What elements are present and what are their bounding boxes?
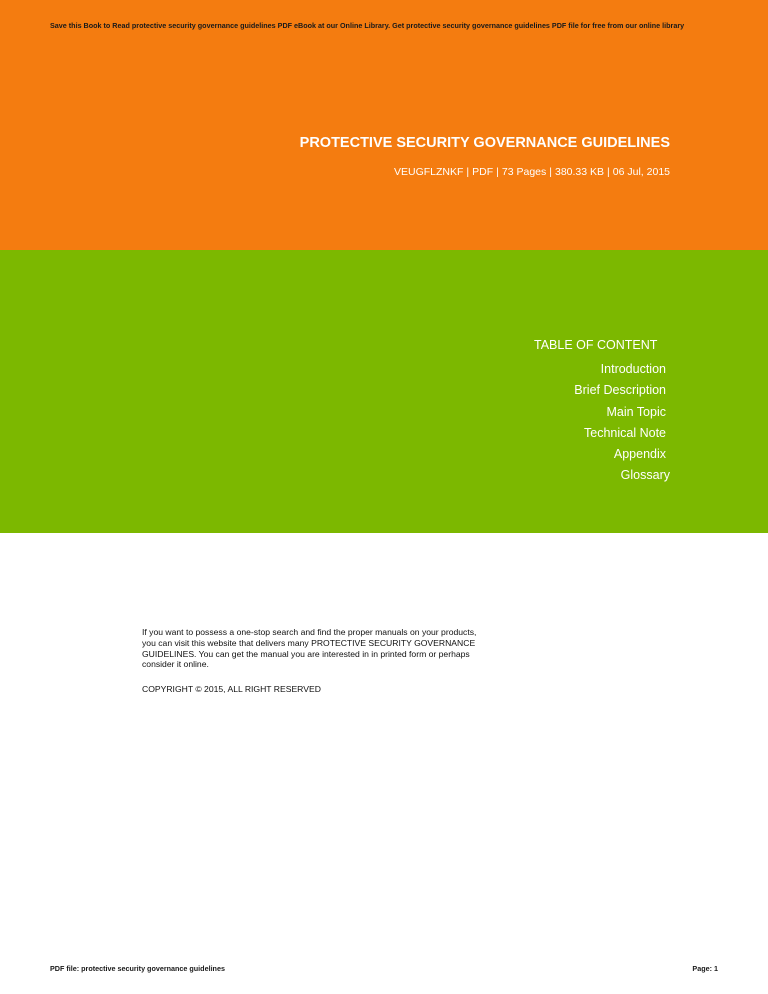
- toc-item-appendix[interactable]: Appendix: [613, 447, 666, 462]
- top-notice: Save this Book to Read protective security governance guidelines PDF eBook at our Online Library. Get protective security governance guidelines PDF file for free from our online library: [50, 21, 685, 30]
- meta-pages: 73 Pages: [501, 166, 547, 178]
- header-band: [0, 0, 768, 250]
- toc-item-main-topic[interactable]: Main Topic: [606, 404, 666, 419]
- meta-code: VEUGFLZNKF: [393, 166, 464, 178]
- body-paragraph: If you want to possess a one-stop search and find the proper manuals on your products, you can visit this website that delivers many PROTECTIVE SECURITY GOVERNANCE GUIDELINES. You can get the manual you are interested in in printed form or perhaps consider it online.: [142, 627, 477, 670]
- meta-separator: |: [549, 166, 552, 178]
- document-title: PROTECTIVE SECURITY GOVERNANCE GUIDELINES: [299, 135, 670, 151]
- footer-page-number: Page: 1: [692, 964, 718, 973]
- toc-heading: TABLE OF CONTENT: [534, 338, 658, 352]
- copyright-notice: COPYRIGHT © 2015, ALL RIGHT RESERVED: [142, 684, 321, 694]
- toc-item-introduction[interactable]: Introduction: [600, 362, 666, 376]
- meta-separator: |: [607, 166, 610, 178]
- meta-separator: |: [496, 166, 499, 178]
- meta-format: PDF: [472, 166, 494, 178]
- toc-item-glossary[interactable]: Glossary: [620, 468, 670, 483]
- toc-list: [574, 359, 670, 487]
- meta-date: 06 Jul, 2015: [612, 166, 670, 178]
- footer-file-label: PDF file: protective security governance guidelines: [50, 964, 225, 973]
- document-meta: [394, 166, 670, 178]
- toc-item-technical-note[interactable]: Technical Note: [584, 425, 666, 440]
- toc-item-brief-description[interactable]: Brief Description: [574, 383, 666, 398]
- meta-size: 380.33 KB: [555, 166, 605, 178]
- meta-separator: |: [466, 166, 470, 178]
